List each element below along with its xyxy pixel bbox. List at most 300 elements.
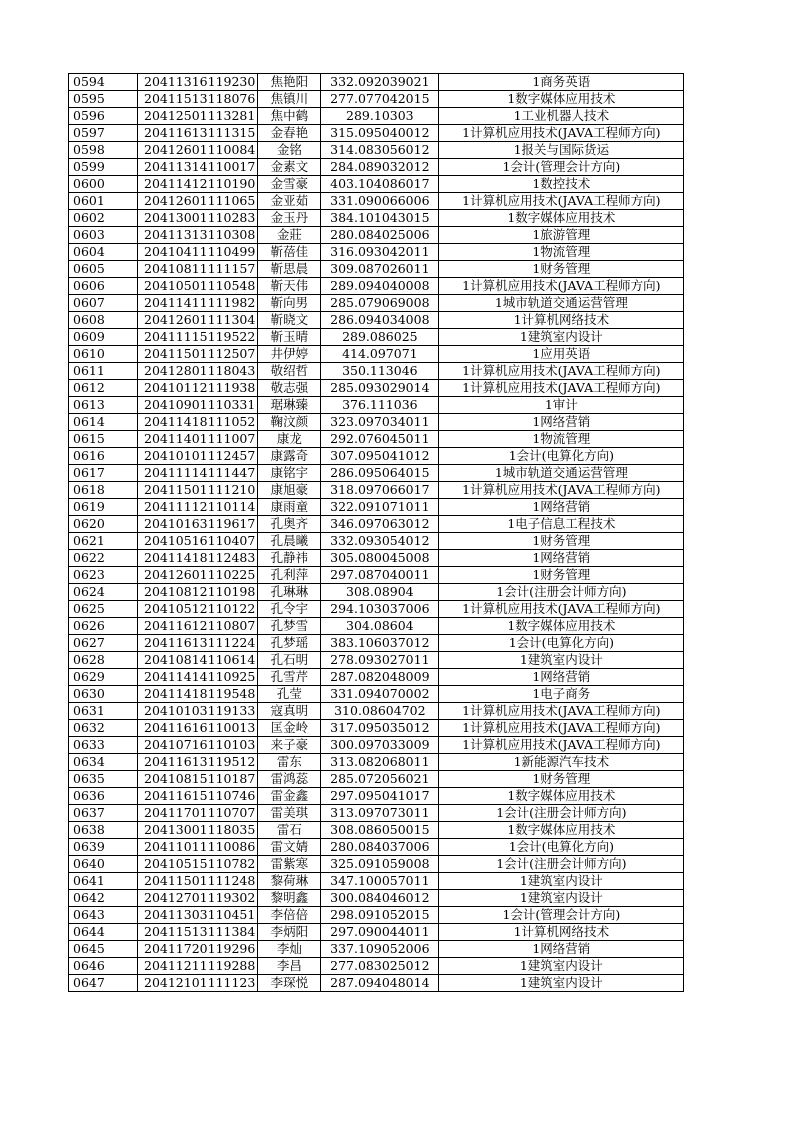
seq-cell: 0600	[69, 176, 138, 193]
table-row	[69, 788, 684, 805]
score-cell: 332.092039021	[321, 74, 439, 91]
major-cell: 1会计(管理会计方向)	[439, 907, 684, 924]
major-cell: 1财务管理	[439, 771, 684, 788]
table-row	[69, 74, 684, 91]
seq-cell: 0622	[69, 550, 138, 567]
table-row	[69, 397, 684, 414]
score-cell: 332.093054012	[321, 533, 439, 550]
major-cell: 1建筑室内设计	[439, 958, 684, 975]
seq-cell: 0645	[69, 941, 138, 958]
score-cell: 322.091071011	[321, 499, 439, 516]
score-cell: 277.083025012	[321, 958, 439, 975]
major-cell: 1报关与国际货运	[439, 142, 684, 159]
score-cell: 384.101043015	[321, 210, 439, 227]
table-row	[69, 873, 684, 890]
table-row	[69, 652, 684, 669]
table-row	[69, 550, 684, 567]
name-cell: 雷东	[258, 754, 321, 771]
score-cell: 315.095040012	[321, 125, 439, 142]
seq-cell: 0643	[69, 907, 138, 924]
student-id-cell: 20411612110807	[138, 618, 258, 635]
major-cell: 1商务英语	[439, 74, 684, 91]
major-cell: 1应用英语	[439, 346, 684, 363]
seq-cell: 0604	[69, 244, 138, 261]
table-row	[69, 465, 684, 482]
seq-cell: 0646	[69, 958, 138, 975]
score-cell: 325.091059008	[321, 856, 439, 873]
seq-cell: 0618	[69, 482, 138, 499]
name-cell: 康旭豪	[258, 482, 321, 499]
student-id-cell: 20410501110548	[138, 278, 258, 295]
table-row	[69, 771, 684, 788]
student-id-cell: 20411418111052	[138, 414, 258, 431]
table-row	[69, 482, 684, 499]
table-row	[69, 516, 684, 533]
score-cell: 331.090066006	[321, 193, 439, 210]
student-id-cell: 20412701119302	[138, 890, 258, 907]
name-cell: 雷美琪	[258, 805, 321, 822]
name-cell: 敬志强	[258, 380, 321, 397]
seq-cell: 0640	[69, 856, 138, 873]
seq-cell: 0615	[69, 431, 138, 448]
score-cell: 297.087040011	[321, 567, 439, 584]
major-cell: 1网络营销	[439, 669, 684, 686]
seq-cell: 0612	[69, 380, 138, 397]
major-cell: 1网络营销	[439, 499, 684, 516]
student-id-cell: 20411011110086	[138, 839, 258, 856]
major-cell: 1数字媒体应用技术	[439, 788, 684, 805]
student-id-cell: 20411418112483	[138, 550, 258, 567]
table-row	[69, 346, 684, 363]
seq-cell: 0606	[69, 278, 138, 295]
name-cell: 雷文婧	[258, 839, 321, 856]
major-cell: 1建筑室内设计	[439, 873, 684, 890]
table-row	[69, 278, 684, 295]
score-table-body	[69, 74, 684, 992]
seq-cell: 0636	[69, 788, 138, 805]
major-cell: 1电子信息工程技术	[439, 516, 684, 533]
table-row	[69, 805, 684, 822]
major-cell: 1数控技术	[439, 176, 684, 193]
major-cell: 1建筑室内设计	[439, 890, 684, 907]
score-table	[68, 73, 684, 992]
major-cell: 1物流管理	[439, 244, 684, 261]
seq-cell: 0609	[69, 329, 138, 346]
table-row	[69, 635, 684, 652]
seq-cell: 0616	[69, 448, 138, 465]
student-id-cell: 20411114111447	[138, 465, 258, 482]
major-cell: 1数字媒体应用技术	[439, 91, 684, 108]
name-cell: 金玉丹	[258, 210, 321, 227]
score-cell: 289.094040008	[321, 278, 439, 295]
table-row	[69, 91, 684, 108]
seq-cell: 0623	[69, 567, 138, 584]
major-cell: 1会计(注册会计师方向)	[439, 856, 684, 873]
name-cell: 金春艳	[258, 125, 321, 142]
major-cell: 1会计(注册会计师方向)	[439, 584, 684, 601]
score-cell: 347.100057011	[321, 873, 439, 890]
student-id-cell: 20411613111224	[138, 635, 258, 652]
major-cell: 1计算机应用技术(JAVA工程师方向)	[439, 601, 684, 618]
name-cell: 李昌	[258, 958, 321, 975]
score-cell: 286.094034008	[321, 312, 439, 329]
major-cell: 1会计(电算化方向)	[439, 839, 684, 856]
table-row	[69, 601, 684, 618]
student-id-cell: 20412601111065	[138, 193, 258, 210]
name-cell: 金铭	[258, 142, 321, 159]
table-row	[69, 414, 684, 431]
student-id-cell: 20412501113281	[138, 108, 258, 125]
seq-cell: 0602	[69, 210, 138, 227]
table-row	[69, 618, 684, 635]
student-id-cell: 20411418119548	[138, 686, 258, 703]
student-id-cell: 20410411110499	[138, 244, 258, 261]
score-cell: 287.094048014	[321, 975, 439, 992]
table-row	[69, 448, 684, 465]
student-id-cell: 20410101112457	[138, 448, 258, 465]
major-cell: 1计算机应用技术(JAVA工程师方向)	[439, 482, 684, 499]
name-cell: 匡金岭	[258, 720, 321, 737]
student-id-cell: 20411501112507	[138, 346, 258, 363]
student-id-cell: 20411303110451	[138, 907, 258, 924]
major-cell: 1物流管理	[439, 431, 684, 448]
name-cell: 雷金鑫	[258, 788, 321, 805]
table-row	[69, 125, 684, 142]
table-row	[69, 108, 684, 125]
seq-cell: 0601	[69, 193, 138, 210]
name-cell: 靳玉晴	[258, 329, 321, 346]
name-cell: 孔梦雪	[258, 618, 321, 635]
name-cell: 孔静祎	[258, 550, 321, 567]
name-cell: 靳晓文	[258, 312, 321, 329]
major-cell: 1计算机应用技术(JAVA工程师方向)	[439, 363, 684, 380]
table-row	[69, 329, 684, 346]
seq-cell: 0611	[69, 363, 138, 380]
name-cell: 孔莹	[258, 686, 321, 703]
major-cell: 1城市轨道交通运营管理	[439, 465, 684, 482]
student-id-cell: 20411211119288	[138, 958, 258, 975]
name-cell: 孔梦瑶	[258, 635, 321, 652]
name-cell: 靳思晨	[258, 261, 321, 278]
score-cell: 376.111036	[321, 397, 439, 414]
student-id-cell: 20411615110746	[138, 788, 258, 805]
score-cell: 289.10303	[321, 108, 439, 125]
table-row	[69, 669, 684, 686]
name-cell: 康雨童	[258, 499, 321, 516]
seq-cell: 0642	[69, 890, 138, 907]
student-id-cell: 20412801118043	[138, 363, 258, 380]
score-cell: 298.091052015	[321, 907, 439, 924]
seq-cell: 0599	[69, 159, 138, 176]
student-id-cell: 20410812110198	[138, 584, 258, 601]
score-cell: 318.097066017	[321, 482, 439, 499]
table-row	[69, 686, 684, 703]
name-cell: 焦镇川	[258, 91, 321, 108]
table-row	[69, 737, 684, 754]
seq-cell: 0637	[69, 805, 138, 822]
score-cell: 313.082068011	[321, 754, 439, 771]
score-cell: 305.080045008	[321, 550, 439, 567]
name-cell: 金亚茹	[258, 193, 321, 210]
major-cell: 1会计(电算化方向)	[439, 448, 684, 465]
major-cell: 1建筑室内设计	[439, 652, 684, 669]
score-cell: 287.082048009	[321, 669, 439, 686]
name-cell: 金素文	[258, 159, 321, 176]
student-id-cell: 20411501111210	[138, 482, 258, 499]
table-row	[69, 380, 684, 397]
seq-cell: 0647	[69, 975, 138, 992]
table-row	[69, 975, 684, 992]
table-row	[69, 499, 684, 516]
seq-cell: 0598	[69, 142, 138, 159]
name-cell: 黎荷琳	[258, 873, 321, 890]
table-row	[69, 907, 684, 924]
student-id-cell: 20412601111304	[138, 312, 258, 329]
student-id-cell: 20413001118035	[138, 822, 258, 839]
score-cell: 300.084046012	[321, 890, 439, 907]
name-cell: 来子豪	[258, 737, 321, 754]
score-cell: 304.08604	[321, 618, 439, 635]
student-id-cell: 20410103119133	[138, 703, 258, 720]
seq-cell: 0605	[69, 261, 138, 278]
major-cell: 1计算机应用技术(JAVA工程师方向)	[439, 193, 684, 210]
table-row	[69, 533, 684, 550]
score-cell: 278.093027011	[321, 652, 439, 669]
name-cell: 琚琳臻	[258, 397, 321, 414]
seq-cell: 0634	[69, 754, 138, 771]
name-cell: 雷紫寒	[258, 856, 321, 873]
score-cell: 309.087026011	[321, 261, 439, 278]
major-cell: 1建筑室内设计	[439, 329, 684, 346]
seq-cell: 0641	[69, 873, 138, 890]
name-cell: 雷鸿蕊	[258, 771, 321, 788]
major-cell: 1财务管理	[439, 567, 684, 584]
student-id-cell: 20411412110190	[138, 176, 258, 193]
table-row	[69, 822, 684, 839]
score-cell: 289.086025	[321, 329, 439, 346]
student-id-cell: 20413001110283	[138, 210, 258, 227]
name-cell: 雷石	[258, 822, 321, 839]
table-row	[69, 839, 684, 856]
major-cell: 1建筑室内设计	[439, 975, 684, 992]
student-id-cell: 20411720119296	[138, 941, 258, 958]
name-cell: 李炳阳	[258, 924, 321, 941]
seq-cell: 0607	[69, 295, 138, 312]
student-id-cell: 20410716110103	[138, 737, 258, 754]
score-cell: 313.097073011	[321, 805, 439, 822]
score-cell: 323.097034011	[321, 414, 439, 431]
major-cell: 1计算机应用技术(JAVA工程师方向)	[439, 278, 684, 295]
major-cell: 1审计	[439, 397, 684, 414]
seq-cell: 0613	[69, 397, 138, 414]
major-cell: 1财务管理	[439, 261, 684, 278]
seq-cell: 0629	[69, 669, 138, 686]
student-id-cell: 20411112110114	[138, 499, 258, 516]
table-row	[69, 159, 684, 176]
name-cell: 金莊	[258, 227, 321, 244]
student-id-cell: 20410815110187	[138, 771, 258, 788]
name-cell: 孔雪芹	[258, 669, 321, 686]
table-row	[69, 210, 684, 227]
score-cell: 300.097033009	[321, 737, 439, 754]
table-row	[69, 584, 684, 601]
seq-cell: 0597	[69, 125, 138, 142]
seq-cell: 0620	[69, 516, 138, 533]
seq-cell: 0633	[69, 737, 138, 754]
name-cell: 靳向男	[258, 295, 321, 312]
table-row	[69, 924, 684, 941]
score-cell: 286.095064015	[321, 465, 439, 482]
name-cell: 金雪豪	[258, 176, 321, 193]
major-cell: 1数字媒体应用技术	[439, 822, 684, 839]
name-cell: 靳天伟	[258, 278, 321, 295]
major-cell: 1网络营销	[439, 941, 684, 958]
major-cell: 1计算机应用技术(JAVA工程师方向)	[439, 737, 684, 754]
seq-cell: 0624	[69, 584, 138, 601]
student-id-cell: 20410516110407	[138, 533, 258, 550]
score-cell: 403.104086017	[321, 176, 439, 193]
score-cell: 308.086050015	[321, 822, 439, 839]
seq-cell: 0626	[69, 618, 138, 635]
seq-cell: 0638	[69, 822, 138, 839]
student-id-cell: 20411411111982	[138, 295, 258, 312]
table-row	[69, 856, 684, 873]
name-cell: 孔奥齐	[258, 516, 321, 533]
score-cell: 310.08604702	[321, 703, 439, 720]
name-cell: 李倍倍	[258, 907, 321, 924]
table-row	[69, 261, 684, 278]
name-cell: 康露奇	[258, 448, 321, 465]
seq-cell: 0631	[69, 703, 138, 720]
table-row	[69, 958, 684, 975]
name-cell: 孔令宇	[258, 601, 321, 618]
table-row	[69, 176, 684, 193]
major-cell: 1会计(注册会计师方向)	[439, 805, 684, 822]
student-id-cell: 20412101111123	[138, 975, 258, 992]
table-row	[69, 754, 684, 771]
score-cell: 308.08904	[321, 584, 439, 601]
student-id-cell: 20411314110017	[138, 159, 258, 176]
major-cell: 1数字媒体应用技术	[439, 618, 684, 635]
major-cell: 1新能源汽车技术	[439, 754, 684, 771]
table-row	[69, 890, 684, 907]
score-cell: 280.084025006	[321, 227, 439, 244]
student-id-cell: 20411501111248	[138, 873, 258, 890]
table-row	[69, 431, 684, 448]
student-id-cell: 20410814110614	[138, 652, 258, 669]
seq-cell: 0595	[69, 91, 138, 108]
name-cell: 焦中鹤	[258, 108, 321, 125]
seq-cell: 0625	[69, 601, 138, 618]
score-cell: 285.079069008	[321, 295, 439, 312]
student-id-cell: 20411401111007	[138, 431, 258, 448]
seq-cell: 0621	[69, 533, 138, 550]
seq-cell: 0603	[69, 227, 138, 244]
major-cell: 1计算机应用技术(JAVA工程师方向)	[439, 703, 684, 720]
major-cell: 1城市轨道交通运营管理	[439, 295, 684, 312]
score-cell: 285.072056021	[321, 771, 439, 788]
name-cell: 孔利萍	[258, 567, 321, 584]
major-cell: 1财务管理	[439, 533, 684, 550]
seq-cell: 0644	[69, 924, 138, 941]
major-cell: 1数字媒体应用技术	[439, 210, 684, 227]
score-cell: 292.076045011	[321, 431, 439, 448]
table-row	[69, 193, 684, 210]
name-cell: 井伊婷	[258, 346, 321, 363]
table-row	[69, 363, 684, 380]
name-cell: 鞠汶颜	[258, 414, 321, 431]
student-id-cell: 20410515110782	[138, 856, 258, 873]
seq-cell: 0596	[69, 108, 138, 125]
name-cell: 焦艳阳	[258, 74, 321, 91]
score-cell: 316.093042011	[321, 244, 439, 261]
table-row	[69, 567, 684, 584]
name-cell: 孔琳琳	[258, 584, 321, 601]
major-cell: 1计算机网络技术	[439, 924, 684, 941]
table-row	[69, 142, 684, 159]
seq-cell: 0614	[69, 414, 138, 431]
seq-cell: 0627	[69, 635, 138, 652]
student-id-cell: 20410163119617	[138, 516, 258, 533]
score-cell: 314.083056012	[321, 142, 439, 159]
student-id-cell: 20411701110707	[138, 805, 258, 822]
score-cell: 414.097071	[321, 346, 439, 363]
seq-cell: 0610	[69, 346, 138, 363]
score-cell: 297.090044011	[321, 924, 439, 941]
score-cell: 317.095035012	[321, 720, 439, 737]
student-id-cell: 20411313110308	[138, 227, 258, 244]
score-cell: 331.094070002	[321, 686, 439, 703]
major-cell: 1计算机应用技术(JAVA工程师方向)	[439, 125, 684, 142]
student-id-cell: 20412601110084	[138, 142, 258, 159]
score-cell: 284.089032012	[321, 159, 439, 176]
name-cell: 寇真明	[258, 703, 321, 720]
name-cell: 敬绍哲	[258, 363, 321, 380]
table-row	[69, 312, 684, 329]
student-id-cell: 20411115119522	[138, 329, 258, 346]
major-cell: 1计算机网络技术	[439, 312, 684, 329]
score-cell: 297.095041017	[321, 788, 439, 805]
student-id-cell: 20411513118076	[138, 91, 258, 108]
student-id-cell: 20410512110122	[138, 601, 258, 618]
table-row	[69, 227, 684, 244]
score-cell: 294.103037006	[321, 601, 439, 618]
seq-cell: 0639	[69, 839, 138, 856]
seq-cell: 0630	[69, 686, 138, 703]
score-cell: 337.109052006	[321, 941, 439, 958]
seq-cell: 0632	[69, 720, 138, 737]
score-cell: 346.097063012	[321, 516, 439, 533]
name-cell: 李琛悦	[258, 975, 321, 992]
major-cell: 1网络营销	[439, 550, 684, 567]
table-row	[69, 941, 684, 958]
student-id-cell: 20410811111157	[138, 261, 258, 278]
major-cell: 1计算机应用技术(JAVA工程师方向)	[439, 380, 684, 397]
major-cell: 1工业机器人技术	[439, 108, 684, 125]
major-cell: 1电子商务	[439, 686, 684, 703]
seq-cell: 0608	[69, 312, 138, 329]
student-id-cell: 20410901110331	[138, 397, 258, 414]
student-id-cell: 20411513111384	[138, 924, 258, 941]
major-cell: 1会计(管理会计方向)	[439, 159, 684, 176]
table-row	[69, 720, 684, 737]
seq-cell: 0617	[69, 465, 138, 482]
name-cell: 孔石明	[258, 652, 321, 669]
major-cell: 1网络营销	[439, 414, 684, 431]
table-row	[69, 295, 684, 312]
seq-cell: 0628	[69, 652, 138, 669]
major-cell: 1旅游管理	[439, 227, 684, 244]
